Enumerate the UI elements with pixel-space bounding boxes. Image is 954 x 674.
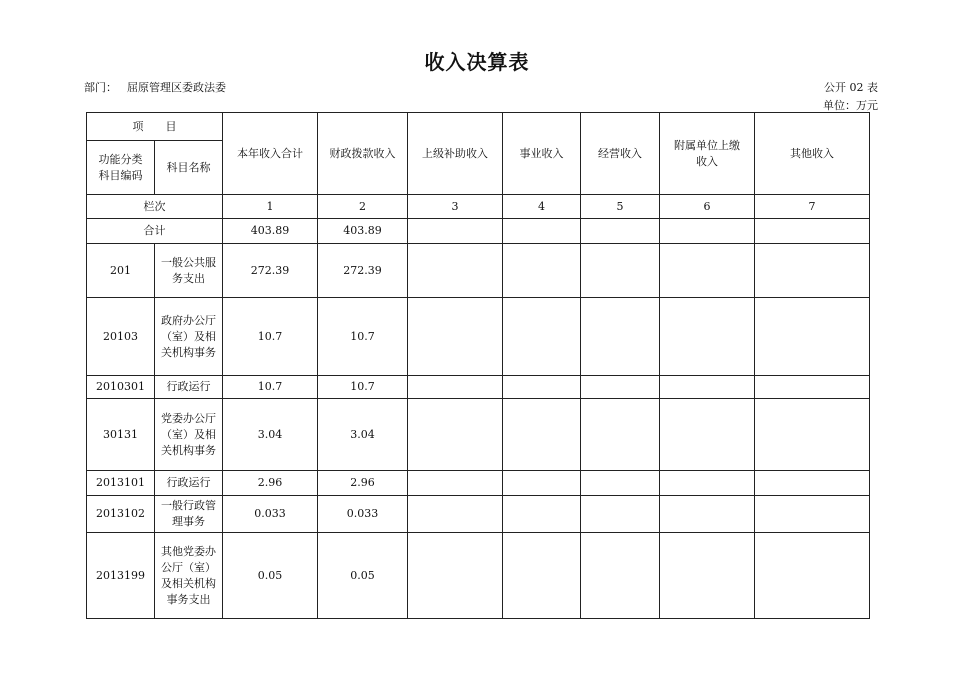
department-name: 屈原管理区委政法委	[127, 81, 226, 94]
row-code: 2010301	[87, 376, 155, 399]
row-value	[660, 533, 755, 619]
row-value	[503, 244, 581, 298]
col-number-3: 3	[408, 195, 503, 219]
row-value	[503, 496, 581, 533]
table-row	[87, 298, 870, 376]
header-item: 项 目	[87, 113, 223, 141]
row-value	[755, 471, 870, 496]
total-value	[408, 219, 503, 244]
row-value	[581, 244, 660, 298]
col-number-4: 4	[503, 195, 581, 219]
row-value	[408, 244, 503, 298]
row-value	[408, 471, 503, 496]
row-value	[660, 298, 755, 376]
row-code: 201	[87, 244, 155, 298]
row-code: 20103	[87, 298, 155, 376]
row-value	[755, 399, 870, 471]
col-number-5: 5	[581, 195, 660, 219]
total-value	[755, 219, 870, 244]
total-value: 403.89	[223, 219, 318, 244]
header-lanci: 栏次	[87, 195, 223, 219]
row-value	[503, 376, 581, 399]
table-row	[87, 496, 870, 533]
col-number-7: 7	[755, 195, 870, 219]
total-value	[660, 219, 755, 244]
row-name: 行政运行	[155, 471, 223, 496]
row-value: 3.04	[318, 399, 408, 471]
row-value	[503, 399, 581, 471]
department-line	[84, 79, 226, 95]
row-value: 10.7	[318, 376, 408, 399]
row-value	[660, 376, 755, 399]
table-row	[87, 376, 870, 399]
row-value	[660, 244, 755, 298]
row-name: 一般行政管理事务	[155, 496, 223, 533]
row-value	[408, 298, 503, 376]
col-number-2: 2	[318, 195, 408, 219]
row-value	[755, 298, 870, 376]
table-row	[87, 471, 870, 496]
header-col-7: 其他收入	[755, 113, 870, 195]
row-value	[660, 496, 755, 533]
total-row	[87, 219, 870, 244]
row-code: 30131	[87, 399, 155, 471]
row-value	[581, 533, 660, 619]
total-value	[581, 219, 660, 244]
row-value	[408, 496, 503, 533]
header-col-2: 财政拨款收入	[318, 113, 408, 195]
row-code: 2013101	[87, 471, 155, 496]
header-col-3: 上级补助收入	[408, 113, 503, 195]
total-value: 403.89	[318, 219, 408, 244]
row-value	[581, 471, 660, 496]
row-value: 10.7	[223, 376, 318, 399]
row-value	[408, 399, 503, 471]
page-title: 收入决算表	[424, 50, 530, 74]
row-value	[660, 399, 755, 471]
row-value: 0.033	[318, 496, 408, 533]
row-value	[581, 399, 660, 471]
row-value	[581, 376, 660, 399]
unit-label: 单位：万元	[823, 99, 878, 112]
row-value	[503, 298, 581, 376]
row-name: 一般公共服务支出	[155, 244, 223, 298]
row-value	[755, 496, 870, 533]
row-value	[503, 471, 581, 496]
header-col-6: 附属单位上缴收入	[660, 113, 755, 195]
row-value	[755, 376, 870, 399]
header-col-1: 本年收入合计	[223, 113, 318, 195]
row-code: 2013102	[87, 496, 155, 533]
table-row	[87, 244, 870, 298]
col-number-1: 1	[223, 195, 318, 219]
table-row	[87, 533, 870, 619]
row-value	[408, 376, 503, 399]
row-name: 其他党委办公厅（室）及相关机构事务支出	[155, 533, 223, 619]
income-table	[86, 112, 870, 619]
row-value: 0.033	[223, 496, 318, 533]
row-value: 0.05	[223, 533, 318, 619]
row-value: 2.96	[318, 471, 408, 496]
col-number-6: 6	[660, 195, 755, 219]
row-value: 3.04	[223, 399, 318, 471]
row-value: 0.05	[318, 533, 408, 619]
header-col-4: 事业收入	[503, 113, 581, 195]
row-value	[660, 471, 755, 496]
row-name: 行政运行	[155, 376, 223, 399]
row-value	[408, 533, 503, 619]
table-code: 公开 02 表	[824, 81, 878, 94]
header-subject-name: 科目名称	[155, 141, 223, 195]
row-value	[755, 533, 870, 619]
row-code: 2013199	[87, 533, 155, 619]
total-label: 合计	[87, 219, 223, 244]
header-func-code: 功能分类科目编码	[87, 141, 155, 195]
row-value: 272.39	[318, 244, 408, 298]
row-name: 党委办公厅（室）及相关机构事务	[155, 399, 223, 471]
row-value	[755, 244, 870, 298]
row-value: 10.7	[223, 298, 318, 376]
header-col-5: 经营收入	[581, 113, 660, 195]
row-value	[503, 533, 581, 619]
row-value	[581, 496, 660, 533]
table-row	[87, 399, 870, 471]
department-label: 部门：	[84, 81, 117, 94]
row-value: 2.96	[223, 471, 318, 496]
total-value	[503, 219, 581, 244]
row-value: 10.7	[318, 298, 408, 376]
row-value: 272.39	[223, 244, 318, 298]
row-name: 政府办公厅（室）及相关机构事务	[155, 298, 223, 376]
row-value	[581, 298, 660, 376]
